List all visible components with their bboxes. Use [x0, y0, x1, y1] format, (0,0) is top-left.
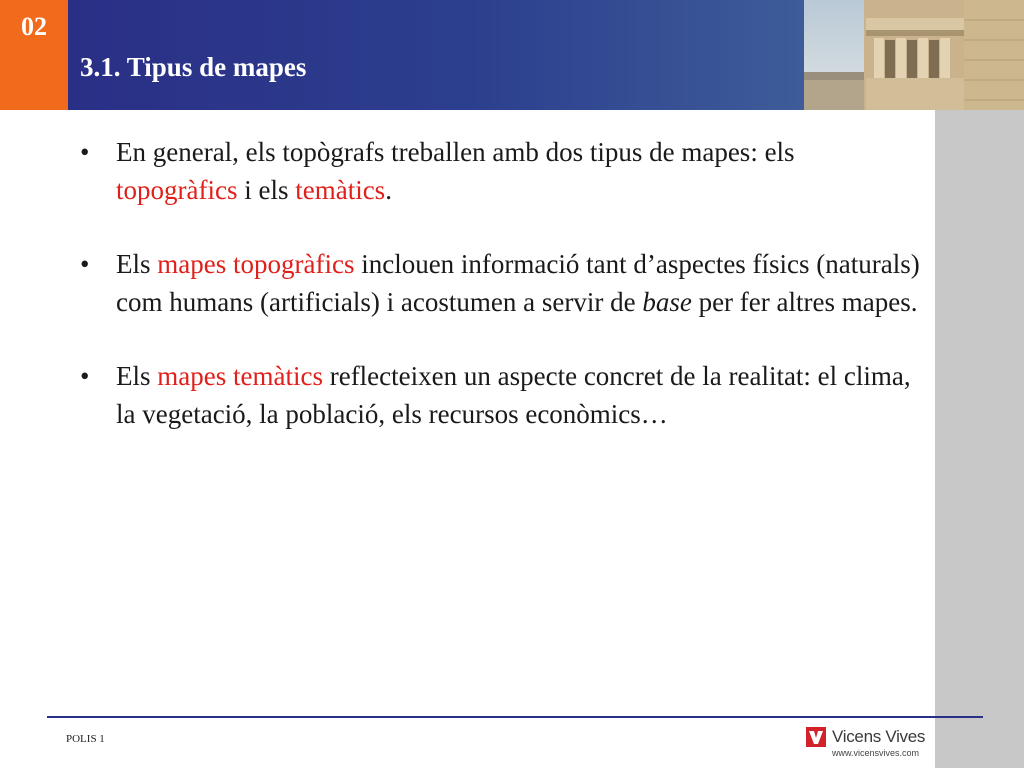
bullet-text: inclouen informació tant d’aspectes físics (naturals) com humans (artificials) i acostumen a servir de — [116, 249, 920, 317]
highlighted-term: temàtics — [295, 174, 386, 205]
bullet-text: i els — [237, 174, 296, 205]
highlighted-term: topogràfics — [116, 174, 238, 205]
bullet-marker: • — [80, 137, 90, 167]
bullet-item — [80, 134, 920, 209]
bullet-text: En general, els topògrafs treballen amb dos tipus de mapes: els — [116, 137, 795, 167]
emphasized-term: base — [642, 286, 692, 317]
highlighted-term: mapes temàtics — [157, 361, 323, 391]
slide-title: 3.1. Tipus de mapes — [80, 52, 307, 82]
brand-url: www.vicensvives.com — [832, 748, 920, 758]
bullet-text: Els — [116, 249, 158, 279]
bullet-item — [80, 246, 920, 321]
bullet-text: per fer altres mapes. — [691, 286, 918, 317]
erechtheion-photo — [804, 0, 1024, 110]
header-band — [68, 0, 804, 110]
bullet-text: Els — [116, 361, 158, 391]
bullet-text: . — [385, 174, 392, 205]
chapter-number: 02 — [21, 12, 47, 41]
side-bar — [935, 110, 1024, 768]
bullet-text: reflecteixen un aspecte concret de la realitat: el clima, la vegetació, la població, els recursos econòmics… — [116, 361, 911, 429]
publisher-logo — [806, 727, 925, 747]
footer-divider — [47, 716, 983, 718]
footer-course-label: POLIS 1 — [66, 733, 105, 745]
highlighted-term: mapes topogràfics — [157, 249, 355, 279]
bullet-list — [80, 134, 920, 470]
chapter-number-badge — [0, 0, 68, 110]
bullet-marker: • — [80, 249, 90, 279]
brand-name: Vicens Vives — [832, 727, 926, 746]
bullet-marker: • — [80, 361, 90, 391]
vicens-vives-logo-icon — [806, 727, 826, 747]
bullet-item — [80, 358, 920, 433]
